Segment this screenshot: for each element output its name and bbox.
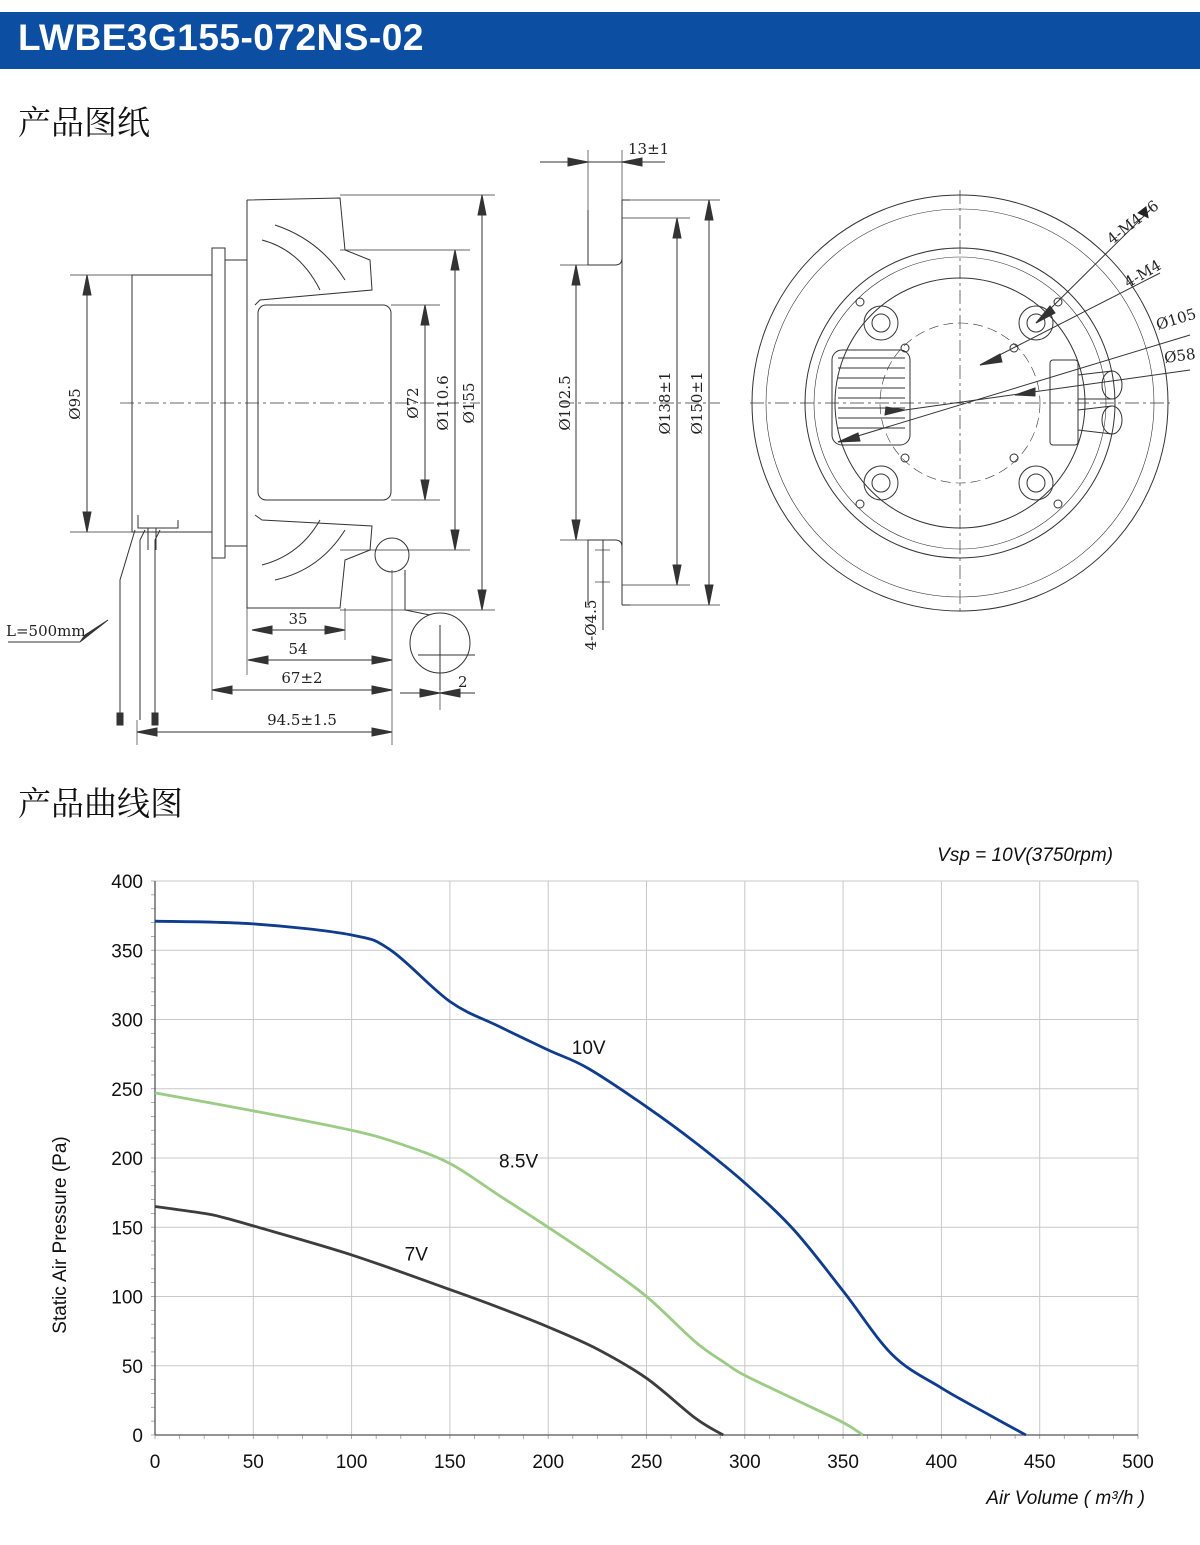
- y-tick-label: 200: [111, 1149, 143, 1170]
- x-tick-label: 400: [925, 1452, 958, 1473]
- y-tick-label: 250: [111, 1079, 143, 1101]
- chart-annotation: Vsp = 10V(3750rpm): [937, 845, 1113, 866]
- series-label-10V: 10V: [571, 1038, 606, 1060]
- dim-67: 67±2: [281, 669, 323, 687]
- series-line-10V: [155, 921, 1026, 1435]
- dim-d155: Ø155: [460, 382, 478, 424]
- header-banner: [0, 12, 1200, 69]
- x-axis-label: Air Volume ( m³/h ): [986, 1488, 1145, 1509]
- dim-holes: 4-Ø4.5: [582, 599, 600, 651]
- front-view: [750, 190, 1190, 615]
- y-tick-label: 350: [111, 941, 143, 963]
- dim-d102: Ø102.5: [556, 375, 574, 431]
- drawing-section-title: 产品图纸: [18, 103, 150, 142]
- dim-m4: 4-M4: [1121, 256, 1165, 292]
- grid-lines: [151, 881, 1138, 1439]
- x-tick-label: 350: [827, 1452, 859, 1473]
- y-tick-label: 400: [111, 872, 143, 893]
- dim-35: 35: [288, 610, 308, 628]
- x-tick-label: 0: [149, 1452, 161, 1473]
- product-drawing: [0, 130, 1200, 760]
- x-tick-label: 50: [242, 1452, 264, 1473]
- dim-m4-depth: 4-M4▼6: [1103, 196, 1163, 249]
- series-line-7V: [155, 1207, 723, 1436]
- dim-54: 54: [288, 640, 308, 658]
- dim-d95: Ø95: [66, 388, 84, 420]
- dim-2: 2: [458, 673, 468, 691]
- x-tick-label: 150: [434, 1452, 466, 1473]
- series-label-7V: 7V: [404, 1244, 428, 1266]
- x-tick-label: 200: [532, 1452, 565, 1473]
- y-tick-label: 150: [111, 1218, 143, 1240]
- x-tick-label: 250: [630, 1452, 663, 1473]
- y-tick-label: 50: [121, 1356, 143, 1378]
- side-view: [8, 195, 495, 745]
- y-tick-label: 100: [111, 1287, 143, 1309]
- dim-d58: Ø58: [1163, 344, 1197, 367]
- performance-chart: [0, 830, 1200, 1545]
- axis-ticks: [111, 872, 1154, 1473]
- dim-d138: Ø138±1: [656, 371, 674, 435]
- curve-section-title: 产品曲线图: [18, 784, 183, 823]
- y-tick-label: 300: [111, 1010, 143, 1032]
- cable-length: L=500mm: [6, 622, 86, 640]
- dim-d105: Ø105: [1153, 304, 1199, 334]
- series-label-8.5V: 8.5V: [499, 1151, 539, 1173]
- dim-d150: Ø150±1: [688, 371, 706, 435]
- y-tick-label: 0: [132, 1426, 143, 1447]
- dim-w13: 13±1: [628, 140, 670, 158]
- x-tick-label: 300: [728, 1452, 761, 1473]
- dim-d72: Ø72: [404, 387, 422, 419]
- series-line-8.5V: [155, 1093, 863, 1435]
- series-lines: [155, 921, 1026, 1435]
- y-axis-label: Static Air Pressure (Pa): [50, 1136, 71, 1334]
- dim-d110: Ø110.6: [434, 375, 452, 431]
- dim-94: 94.5±1.5: [267, 711, 337, 729]
- x-tick-label: 450: [1023, 1452, 1056, 1473]
- x-tick-label: 100: [335, 1452, 368, 1473]
- model-title: LWBE3G155-072NS-02: [18, 17, 424, 58]
- x-tick-label: 500: [1122, 1452, 1154, 1473]
